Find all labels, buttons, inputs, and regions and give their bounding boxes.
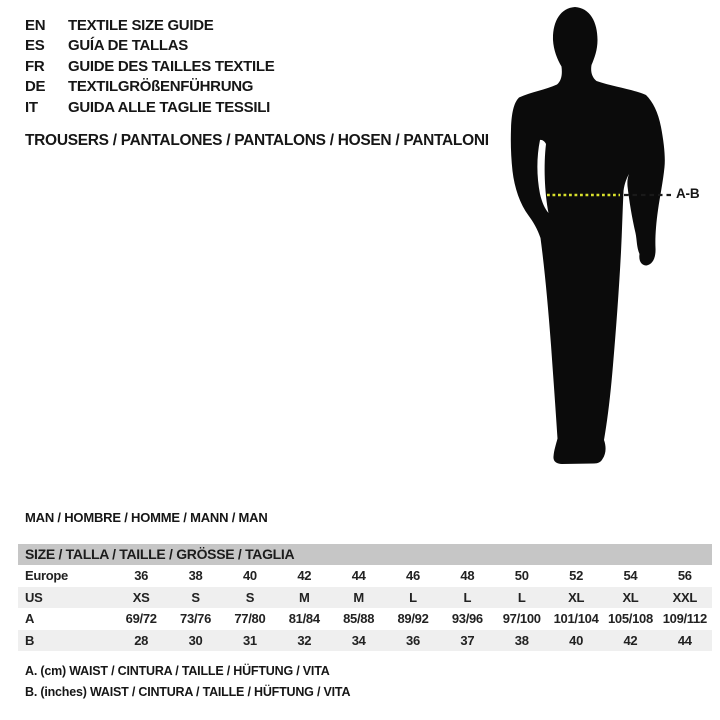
table-cell: XS xyxy=(132,589,150,605)
man-silhouette-image xyxy=(480,0,720,500)
table-cell: 44 xyxy=(677,632,692,648)
table-cell: 105/108 xyxy=(607,611,653,626)
table-cell: L xyxy=(409,589,417,605)
language-label: GUIDA ALLE TAGLIE TESSILI xyxy=(68,98,270,116)
table-cell: 48 xyxy=(460,568,475,583)
legend-line-b: B. (inches) WAIST / CINTURA / TAILLE / HÜFTUNG / VITA xyxy=(25,684,351,699)
table-cell: 36 xyxy=(134,568,149,583)
section-title-man: MAN / HOMBRE / HOMME / MANN / MAN xyxy=(25,510,268,525)
garment-title: TROUSERS / PANTALONES / PANTALONS / HOSEN / PANTALONI xyxy=(25,132,489,149)
measurement-legend xyxy=(25,661,350,702)
table-cell: S xyxy=(191,589,200,605)
table-cell: 81/84 xyxy=(288,611,320,626)
table-cell: 46 xyxy=(406,568,420,583)
table-cell: XXL xyxy=(672,589,697,605)
language-label: TEXTILE SIZE GUIDE xyxy=(68,17,214,34)
table-cell: 52 xyxy=(569,568,584,583)
row-label: B xyxy=(25,632,35,648)
size-table xyxy=(18,544,712,651)
table-cell: 30 xyxy=(188,632,203,648)
table-cell: 31 xyxy=(242,632,257,648)
language-code: EN xyxy=(25,17,46,34)
table-cell: XL xyxy=(568,589,585,605)
table-row-b-inches xyxy=(18,630,712,652)
table-cell: 101/104 xyxy=(553,611,599,626)
table-cell: 54 xyxy=(623,568,638,583)
table-cell: 56 xyxy=(677,568,692,583)
table-cell: 38 xyxy=(514,632,529,648)
table-cell: 40 xyxy=(569,632,584,648)
language-list xyxy=(25,16,274,118)
table-cell: L xyxy=(517,589,526,605)
table-row-europe xyxy=(18,565,712,587)
language-label: GUÍA DE TALLAS xyxy=(68,37,188,55)
row-label: US xyxy=(25,589,43,605)
table-cell: M xyxy=(299,589,310,605)
table-cell: 32 xyxy=(297,632,312,648)
row-label: Europe xyxy=(25,568,68,583)
table-cell: 93/96 xyxy=(451,611,483,626)
measure-label-ab: A-B xyxy=(676,186,700,201)
table-cell: 85/88 xyxy=(343,611,375,626)
table-row-us xyxy=(18,587,712,609)
table-cell: 42 xyxy=(623,632,638,648)
table-cell: 109/112 xyxy=(662,611,707,626)
table-cell: 44 xyxy=(351,568,366,583)
table-cell: S xyxy=(245,589,255,605)
language-label: TEXTILGRÖßENFÜHRUNG xyxy=(68,78,254,96)
legend-line-a: A. (cm) WAIST / CINTURA / TAILLE / HÜFTUNG / VITA xyxy=(25,664,330,678)
row-label: A xyxy=(25,611,35,626)
language-code: IT xyxy=(25,98,38,116)
man-silhouette-figure xyxy=(480,0,720,500)
table-cell: 97/100 xyxy=(502,611,541,626)
silhouette-body-path xyxy=(511,7,665,464)
table-cell: 73/76 xyxy=(180,611,212,626)
size-table-header: SIZE / TALLA / TAILLE / GRÖSSE / TAGLIA xyxy=(18,544,712,565)
table-cell: 50 xyxy=(514,568,529,583)
table-row-a-cm xyxy=(18,608,712,630)
table-cell: 69/72 xyxy=(125,611,157,626)
language-code: FR xyxy=(25,57,45,75)
table-cell: 34 xyxy=(351,632,366,648)
table-cell: 36 xyxy=(406,632,420,648)
table-cell: XL xyxy=(622,589,639,605)
table-cell: M xyxy=(353,589,364,605)
language-code: DE xyxy=(25,78,46,96)
table-cell: 37 xyxy=(460,632,475,648)
table-cell: 28 xyxy=(134,632,149,648)
language-code: ES xyxy=(25,37,45,55)
table-cell: 38 xyxy=(188,568,203,583)
table-cell: L xyxy=(463,589,472,605)
table-cell: 40 xyxy=(242,568,257,583)
language-label: GUIDE DES TAILLES TEXTILE xyxy=(68,57,275,75)
table-cell: 77/80 xyxy=(234,611,266,626)
table-cell: 89/92 xyxy=(397,611,429,626)
table-cell: 42 xyxy=(297,568,312,583)
